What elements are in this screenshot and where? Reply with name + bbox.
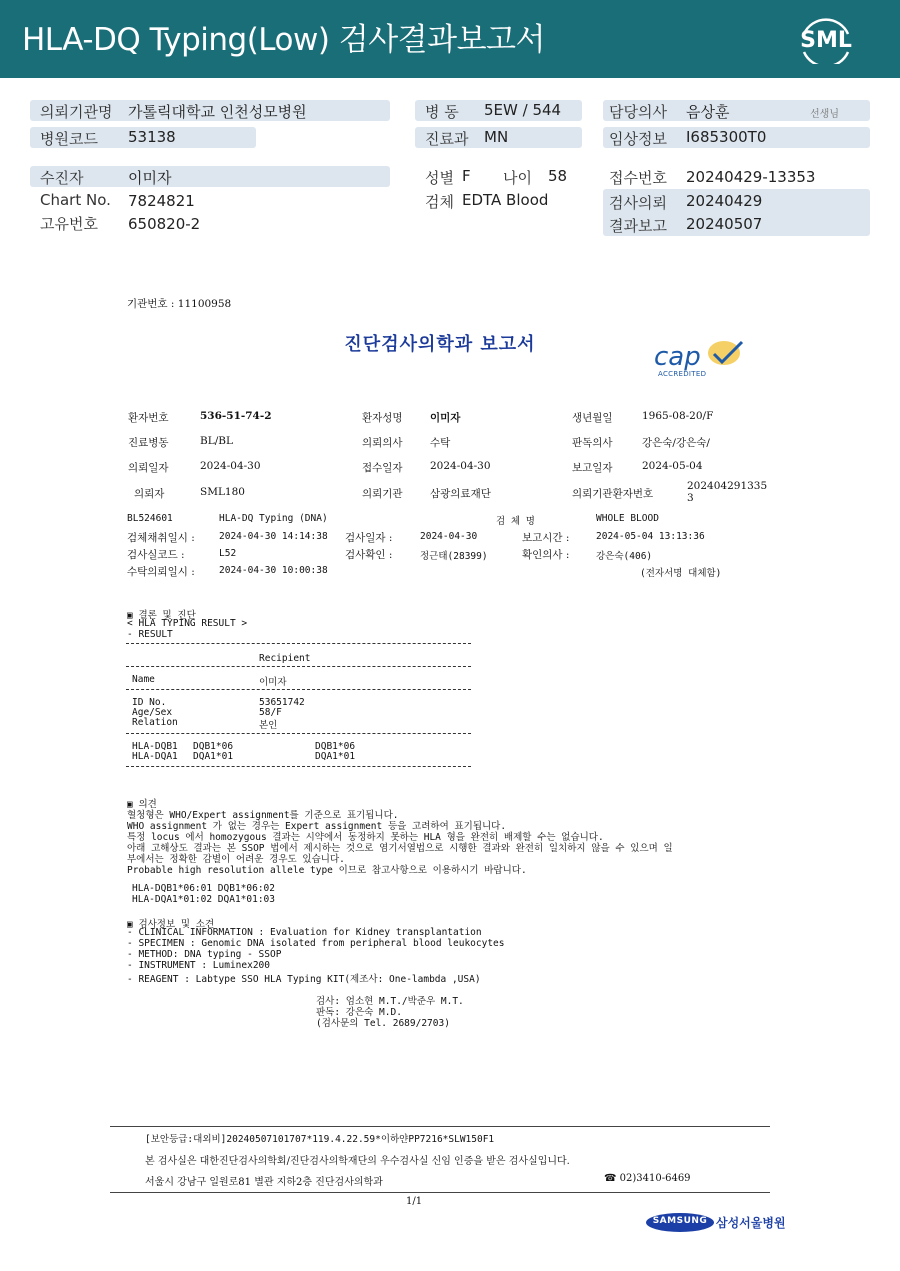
signer-line-3: (검사문의 Tel. 2689/2703): [316, 1018, 450, 1029]
name-value: 이미자: [259, 677, 287, 688]
opinion-line-6: Probable high resolution allele type 이므로 참고사항으로 이용하시기 바랍니다.: [127, 865, 527, 876]
test-date-value: 2024-04-30: [420, 531, 478, 542]
cert-line: 본 검사실은 대한진단검사의학회/진단검사의학재단의 우수검사실 신임 인증을 받은 검사실입니다.: [145, 1156, 570, 1167]
sml-logo-text: SML: [800, 28, 852, 53]
footer-divider: [110, 1192, 770, 1193]
dqb1-label: HLA-DQB1: [132, 741, 178, 752]
specimen-value: EDTA Blood: [462, 191, 549, 209]
opinion-heading: ▣ 의견: [127, 799, 157, 810]
testinfo-line-2: - SPECIMEN : Genomic DNA isolated from peripheral blood leukocytes: [127, 938, 505, 949]
dept-label: 진료과: [425, 130, 469, 148]
dqa1-label: HLA-DQA1: [132, 751, 178, 762]
opinion-line-3: 특정 locus 에서 homozygous 결과는 시약에서 동정하지 못하는 HLA 형을 완전히 배제할 수는 없습니다.: [127, 832, 604, 843]
grid-value-4: BL/BL: [200, 435, 233, 447]
grid-label-5: 의뢰의사: [362, 437, 403, 449]
result-subheading: < HLA TYPING RESULT >: [127, 618, 248, 629]
collect-label: 검체채취일시 :: [127, 532, 195, 544]
relation-value: 본인: [259, 720, 278, 731]
hosp-code-label: 병원코드: [40, 130, 98, 148]
dqa1-allele-1: DQA1*01: [193, 751, 234, 762]
cap-check-icon: [704, 338, 746, 368]
cap-logo: [654, 338, 746, 380]
test-name: HLA-DQ Typing (DNA): [219, 513, 328, 524]
grid-label-1: 환자번호: [128, 412, 169, 424]
report-time-value: 2024-05-04 13:13:36: [596, 531, 705, 542]
doctor-suffix: 선생님: [810, 109, 839, 120]
unique-label: 고유번호: [40, 215, 98, 233]
grid-value-12a: 202404291335: [687, 480, 768, 492]
divider: [126, 643, 471, 644]
testinfo-line-3: - METHOD: DNA typing - SSOP: [127, 949, 282, 960]
dqb1-allele-2: DQB1*06: [315, 741, 356, 752]
opinion-line-1: 혈청형은 WHO/Expert assignment를 기준으로 표기됩니다.: [127, 810, 399, 821]
grid-value-11: 삼광의료재단: [430, 488, 491, 500]
grid-value-9: 2024-05-04: [642, 460, 703, 472]
request-label: 검사의뢰: [609, 194, 667, 212]
divider: [126, 666, 471, 667]
clinical-label: 임상정보: [609, 130, 667, 148]
address-line: 서울시 강남구 일원로81 별관 지하2층 진단검사의학과: [145, 1177, 383, 1188]
sex-value: F: [462, 167, 471, 185]
sex-label: 성별: [425, 169, 454, 187]
grid-label-3: 생년월일: [572, 412, 613, 424]
specimen-name-label: 검 체 명: [496, 516, 535, 527]
ward-label: 병 동: [425, 103, 459, 121]
dept-value: MN: [484, 128, 509, 146]
samsung-logo-text: SAMSUNG: [652, 1216, 708, 1226]
report-value: 20240507: [686, 215, 763, 233]
patient-label: 수진자: [40, 169, 84, 187]
page-number: 1/1: [406, 1196, 423, 1207]
sml-logo: [798, 14, 854, 64]
grid-label-7: 의뢰일자: [128, 462, 169, 474]
signer-line-2: 판독: 강은숙 M.D.: [316, 1007, 402, 1018]
patient-bg: [30, 166, 390, 187]
req-inst-value: 가톨릭대학교 인천성모병원: [128, 103, 307, 121]
recipient-header: Recipient: [259, 653, 311, 664]
security-line: [보안등급:대외비]20240507101707*119.4.22.59*이하얀PP7216*SLW150F1: [145, 1134, 495, 1145]
result-label: - RESULT: [127, 629, 173, 640]
doctor-label: 담당의사: [609, 103, 667, 121]
testinfo-line-1: - CLINICAL INFORMATION : Evaluation for Kidney transplantation: [127, 927, 482, 938]
grid-value-6: 강은숙/강은숙/: [642, 437, 710, 449]
grid-value-2: 이미자: [430, 412, 461, 424]
samsung-logo: [646, 1213, 714, 1232]
grid-value-10: SML180: [200, 486, 245, 498]
result-heading: ▣ 결론 및 진단: [127, 610, 196, 621]
testinfo-heading: ▣ 검사정보 및 소견: [127, 919, 215, 930]
id-value: 53651742: [259, 697, 305, 708]
grid-label-12: 의뢰기관환자번호: [572, 488, 654, 500]
req-inst-label: 의뢰기관명: [40, 103, 113, 121]
allele-line-2: HLA-DQA1*01:02 DQA1*01:03: [132, 894, 275, 905]
grid-value-5: 수탁: [430, 437, 451, 449]
opinion-line-5: 부에서는 정확한 감별이 어려운 경우도 있습니다.: [127, 854, 345, 865]
room-label: 검사실코드 :: [127, 549, 185, 561]
specimen-label: 검체: [425, 193, 454, 211]
grid-value-7: 2024-04-30: [200, 460, 261, 472]
specimen-name: WHOLE BLOOD: [596, 513, 659, 524]
chart-label: Chart No.: [40, 191, 111, 209]
grid-label-6: 판독의사: [572, 437, 613, 449]
hosp-code-value: 53138: [128, 128, 176, 146]
grid-value-3: 1965-08-20/F: [642, 410, 714, 422]
cap-word: cap: [654, 342, 701, 372]
age-sex-value: 58/F: [259, 707, 282, 718]
clinical-value: I685300T0: [686, 128, 767, 146]
testinfo-line-5: - REAGENT : Labtype SSO HLA Typing KIT(제조사: One-lambda ,USA): [127, 974, 481, 985]
grid-label-11: 의뢰기관: [362, 488, 403, 500]
outsource-value: 2024-04-30 10:00:38: [219, 565, 328, 576]
patient-value: 이미자: [128, 169, 172, 187]
grid-label-8: 접수일자: [362, 462, 403, 474]
report-label: 결과보고: [609, 217, 667, 235]
grid-label-9: 보고일자: [572, 462, 613, 474]
test-code: BL524601: [127, 513, 173, 524]
confirm-value: 정근태(28399): [420, 551, 488, 562]
confirm-label: 검사확인 :: [345, 549, 393, 561]
test-date-label: 검사일자 :: [345, 532, 393, 544]
esign-note: (전자서명 대체함): [640, 568, 722, 579]
id-label: ID No.: [132, 697, 167, 708]
receipt-label: 접수번호: [609, 169, 667, 187]
divider: [126, 766, 471, 767]
cap-accredited: ACCREDITED: [658, 370, 707, 378]
age-label: 나이: [503, 169, 532, 187]
hospital-name: 삼성서울병원: [716, 1216, 786, 1230]
unique-value: 650820-2: [128, 215, 201, 233]
opinion-line-2: WHO assignment 가 없는 경우는 Expert assignment 등을 고려하여 표기됩니다.: [127, 821, 507, 832]
allele-line-1: HLA-DQB1*06:01 DQB1*06:02: [132, 883, 275, 894]
report-title: 진단검사의학과 보고서: [344, 334, 536, 355]
age-sex-label: Age/Sex: [132, 707, 173, 718]
grid-value-12b: 3: [687, 492, 694, 504]
chart-value: 7824821: [128, 192, 195, 210]
inst-no: 기관번호 : 11100958: [127, 298, 232, 310]
grid-label-2: 환자성명: [362, 412, 403, 424]
age-value: 58: [548, 167, 568, 185]
ward-value: 5EW / 544: [484, 101, 562, 119]
grid-value-8: 2024-04-30: [430, 460, 491, 472]
testinfo-line-4: - INSTRUMENT : Luminex200: [127, 960, 270, 971]
grid-label-10: 의뢰자: [134, 488, 165, 500]
signer-line-1: 검사: 엄소현 M.T./박준우 M.T.: [316, 996, 464, 1007]
report-time-label: 보고시간 :: [522, 532, 570, 544]
header-bar: [0, 0, 900, 78]
room-value: L52: [219, 548, 237, 559]
page-title: HLA-DQ Typing(Low) 검사결과보고서: [22, 22, 545, 58]
dqa1-allele-2: DQA1*01: [315, 751, 356, 762]
phone-line: ☎ 02)3410-6469: [604, 1173, 691, 1184]
receipt-value: 20240429-13353: [686, 168, 816, 186]
confirmer-value: 강은숙(406): [596, 551, 653, 562]
dqb1-allele-1: DQB1*06: [193, 741, 234, 752]
divider: [126, 733, 471, 734]
grid-label-4: 진료병동: [128, 437, 169, 449]
divider: [126, 689, 471, 690]
relation-label: Relation: [132, 717, 178, 728]
opinion-line-4: 아래 고해상도 결과는 본 SSOP 법에서 제시하는 것으로 염기서열법으로 시행한 결과와 완전히 일치하지 않을 수 있으며 일: [127, 843, 673, 854]
confirmer-label: 확인의사 :: [522, 549, 570, 561]
name-label: Name: [132, 674, 155, 685]
footer-divider: [110, 1126, 770, 1127]
outsource-label: 수탁의뢰일시 :: [127, 566, 195, 578]
request-value: 20240429: [686, 192, 763, 210]
grid-value-1: 536-51-74-2: [200, 410, 272, 422]
doctor-value: 음상훈: [686, 103, 730, 121]
collect-value: 2024-04-30 14:14:38: [219, 531, 328, 542]
